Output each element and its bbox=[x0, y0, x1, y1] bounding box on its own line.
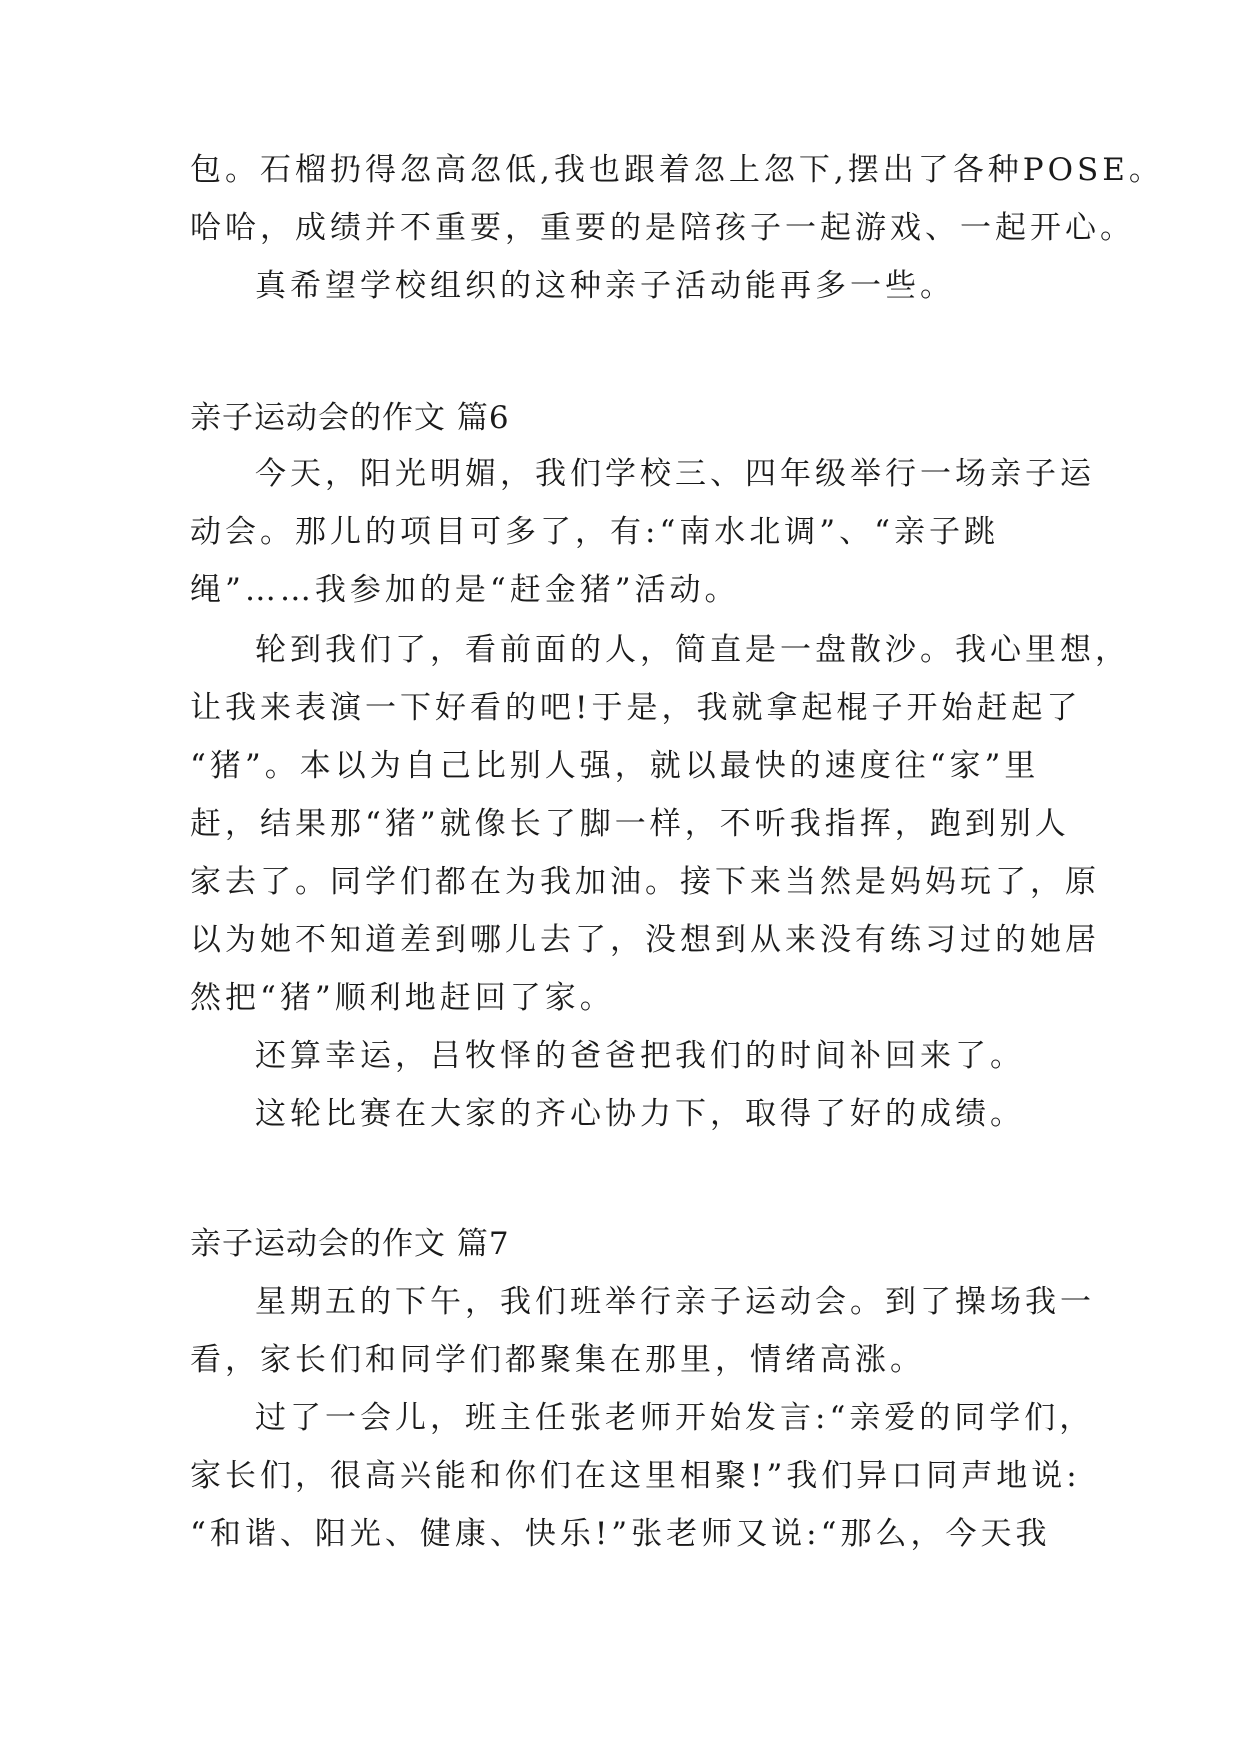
text-line: 赶，结果那“猪”就像长了脚一样，不听我指挥，跑到别人 bbox=[190, 806, 1070, 842]
text-line: 动会。那儿的项目可多了，有:“南水北调”、“亲子跳 bbox=[190, 514, 999, 550]
text-line: 以为她不知道差到哪儿去了，没想到从来没有练习过的她居 bbox=[190, 922, 1100, 958]
paragraph-line: 这轮比赛在大家的齐心协力下，取得了好的成绩。 bbox=[255, 1096, 1025, 1132]
text-line: “和谐、阳光、健康、快乐!”张老师又说:“那么，今天我 bbox=[190, 1516, 1051, 1552]
section-heading: 亲子运动会的作文 篇6 bbox=[190, 400, 510, 436]
paragraph-line: 真希望学校组织的这种亲子活动能再多一些。 bbox=[255, 268, 955, 304]
paragraph-line: 还算幸运，吕牧怿的爸爸把我们的时间补回来了。 bbox=[255, 1038, 1025, 1074]
text-line: “猪”。本以为自己比别人强，就以最快的速度往“家”里 bbox=[190, 748, 1040, 784]
text-line: 看，家长们和同学们都聚集在那里，情绪高涨。 bbox=[190, 1342, 925, 1378]
text-line: 哈哈，成绩并不重要，重要的是陪孩子一起游戏、一起开心。 bbox=[190, 210, 1135, 246]
text-line: 绳”……我参加的是“赶金猪”活动。 bbox=[190, 572, 740, 608]
text-line: 家去了。同学们都在为我加油。接下来当然是妈妈玩了，原 bbox=[190, 864, 1100, 900]
paragraph-line: 今天，阳光明媚，我们学校三、四年级举行一场亲子运 bbox=[255, 456, 1095, 492]
section-heading: 亲子运动会的作文 篇7 bbox=[190, 1226, 510, 1262]
text-line: 包。石榴扔得忽高忽低,我也跟着忽上忽下,摆出了各种POSE。 bbox=[190, 152, 1164, 188]
text-line: 然把“猪”顺利地赶回了家。 bbox=[190, 980, 615, 1016]
text-line: 让我来表演一下好看的吧!于是，我就拿起棍子开始赶起了 bbox=[190, 690, 1082, 726]
text-line: 家长们，很高兴能和你们在这里相聚!”我们异口同声地说: bbox=[190, 1458, 1081, 1494]
paragraph-line: 轮到我们了，看前面的人，简直是一盘散沙。我心里想， bbox=[255, 632, 1130, 668]
paragraph-line: 星期五的下午，我们班举行亲子运动会。到了操场我一 bbox=[255, 1284, 1095, 1320]
paragraph-line: 过了一会儿，班主任张老师开始发言:“亲爱的同学们， bbox=[255, 1400, 1095, 1436]
